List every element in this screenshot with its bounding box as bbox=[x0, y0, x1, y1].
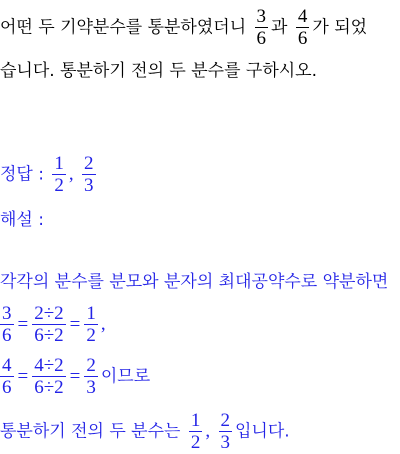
problem-text-line-2: 습니다. 통분하기 전의 두 분수를 구하시오. bbox=[0, 61, 318, 81]
fraction-numerator: 1 bbox=[190, 410, 201, 431]
equation-2-lhs-fraction bbox=[0, 355, 14, 398]
fraction-numerator: 4÷2 bbox=[34, 355, 64, 376]
fraction-numerator: 2 bbox=[84, 153, 94, 174]
equals-sign: = bbox=[69, 313, 81, 335]
fraction-denominator: 2 bbox=[86, 325, 96, 346]
fraction-denominator: 3 bbox=[84, 175, 94, 196]
fraction-numerator: 2 bbox=[86, 355, 96, 376]
fraction-denominator: 6 bbox=[297, 28, 308, 49]
fraction-numerator: 4 bbox=[2, 355, 12, 376]
equals-sign: = bbox=[69, 365, 81, 387]
problem-line-1 bbox=[0, 6, 367, 49]
fraction-numerator: 3 bbox=[2, 303, 12, 324]
fraction-denominator: 6÷2 bbox=[34, 377, 64, 398]
problem-text-mid: 과 bbox=[271, 17, 288, 38]
equals-sign: = bbox=[17, 313, 29, 335]
final-line bbox=[0, 410, 290, 453]
final-fraction-1 bbox=[189, 410, 203, 453]
fraction-numerator: 2 bbox=[220, 410, 230, 431]
fraction-numerator: 2÷2 bbox=[34, 303, 64, 324]
fraction-denominator: 6 bbox=[256, 28, 267, 49]
equation-1-mid-fraction bbox=[32, 303, 65, 346]
fraction-denominator: 3 bbox=[86, 377, 96, 398]
equation-1 bbox=[0, 303, 106, 346]
explanation-line-1 bbox=[0, 271, 388, 293]
fraction-denominator: 6 bbox=[2, 325, 12, 346]
answer-fraction-1 bbox=[52, 153, 66, 196]
answer-line bbox=[0, 153, 99, 196]
equation-1-tail: , bbox=[100, 313, 106, 335]
fraction-numerator: 1 bbox=[54, 153, 64, 174]
equals-sign: = bbox=[17, 365, 29, 387]
fraction-denominator: 6÷2 bbox=[34, 325, 64, 346]
problem-line-2 bbox=[0, 60, 317, 82]
equation-2-rhs-fraction bbox=[84, 355, 98, 398]
fraction-numerator: 3 bbox=[256, 6, 267, 27]
fraction-denominator: 2 bbox=[54, 175, 64, 196]
fraction-numerator: 1 bbox=[86, 303, 96, 324]
equation-2-tail: 이므로 bbox=[100, 366, 151, 387]
fraction-denominator: 6 bbox=[2, 377, 12, 398]
answer-separator: , bbox=[68, 163, 74, 185]
explanation-text: 각각의 분수를 분모와 분자의 최대공약수로 약분하면 bbox=[0, 272, 389, 292]
problem-fraction-1 bbox=[255, 6, 269, 49]
fraction-denominator: 2 bbox=[190, 432, 201, 453]
explanation-label: 해설 : bbox=[0, 210, 44, 230]
explanation-label-line bbox=[0, 209, 44, 231]
answer-label: 정답 : bbox=[0, 164, 44, 185]
problem-text-end: 가 되었 bbox=[312, 17, 368, 38]
equation-2 bbox=[0, 355, 150, 398]
final-text-start: 통분하기 전의 두 분수는 bbox=[0, 421, 181, 442]
equation-1-lhs-fraction bbox=[0, 303, 14, 346]
equation-1-rhs-fraction bbox=[84, 303, 98, 346]
problem-text-start: 어떤 두 기약분수를 통분하였더니 bbox=[0, 17, 247, 38]
problem-fraction-2 bbox=[296, 6, 310, 49]
fraction-denominator: 3 bbox=[220, 432, 230, 453]
equation-2-mid-fraction bbox=[32, 355, 65, 398]
final-separator: , bbox=[205, 420, 211, 442]
final-text-end: 입니다. bbox=[235, 421, 290, 442]
fraction-numerator: 4 bbox=[297, 6, 308, 27]
answer-fraction-2 bbox=[82, 153, 96, 196]
final-fraction-2 bbox=[219, 410, 233, 453]
